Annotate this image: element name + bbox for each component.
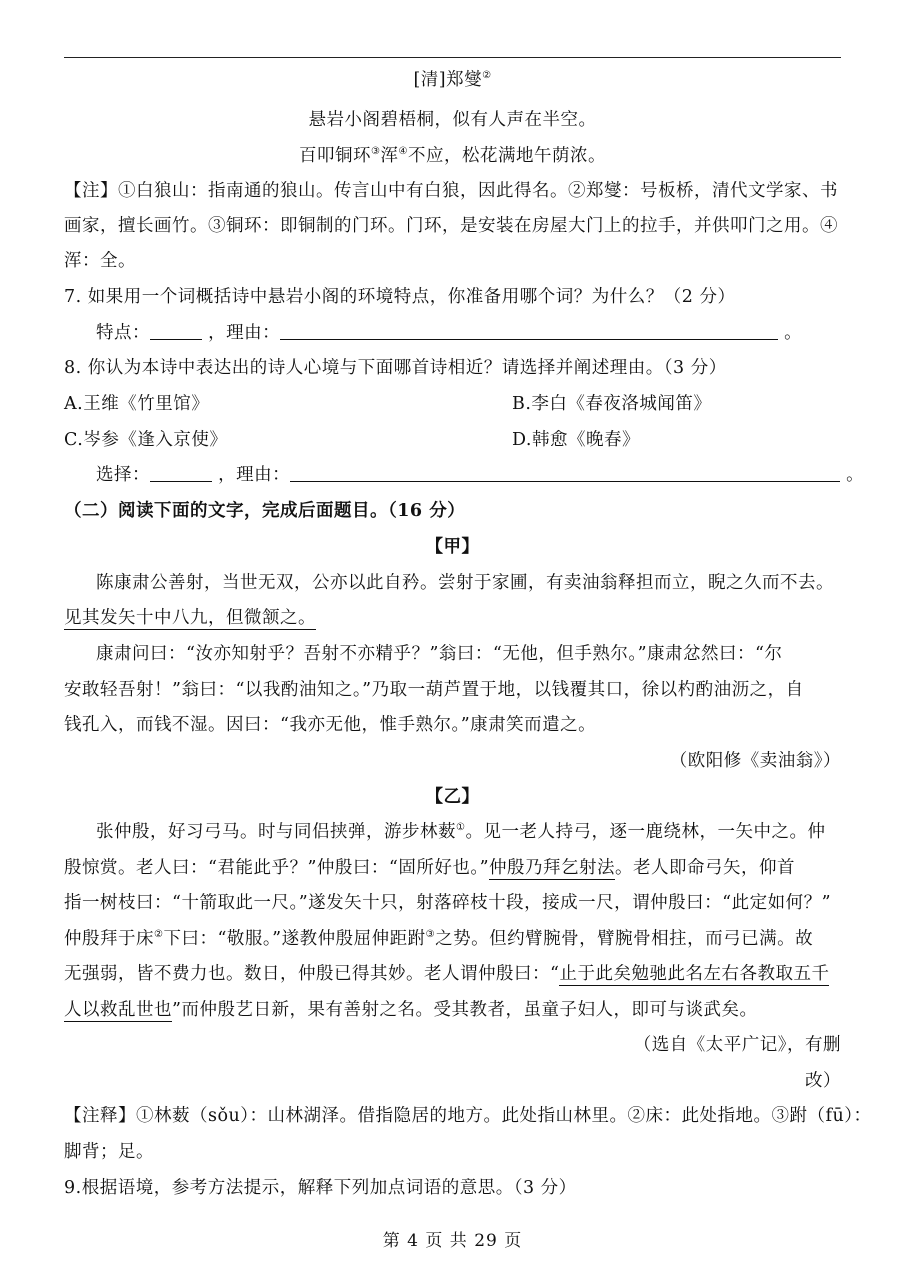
q8-options-row-2 — [64, 428, 841, 452]
section-2-heading: （二）阅读下面的文字，完成后面题目。（16 分） — [64, 501, 466, 521]
yi-line-4: 仲殷拜于床②下曰：“敬服。”遂教仲殷屈伸距跗③之势。但约臂腕骨，臂腕骨相拄，而弓已满。故 — [64, 929, 814, 949]
yi-note-line-1: 【注释】①林薮（sǒu）：山林湖泽。借指隐居的地方。此处指山林里。②床：此处指地。③跗（fū）： — [64, 1106, 872, 1126]
jia-p2-line-2: 安敢轻吾射！”翁曰：“以我酌油知之。”乃取一葫芦置于地，以钱覆其口，徐以杓酌油沥之，自 — [64, 680, 804, 700]
q8-reason-label: ，理由： — [218, 465, 291, 485]
q8-option-a[interactable]: A.王维《竹里馆》 — [64, 394, 210, 414]
q7-reason-blank[interactable] — [280, 321, 778, 340]
yi-line-6: 人以救乱世也”而仲殷艺日新，果有善射之名。受其教者，虽童子妇人，即可与谈武矣。 — [64, 1000, 758, 1020]
q8-reason-blank[interactable] — [290, 463, 840, 482]
question-8: 8. 你认为本诗中表达出的诗人心境与下面哪首诗相近？请选择并阐述理由。（3 分） — [64, 358, 727, 378]
yi-note-line-2: 脚背；足。 — [64, 1142, 154, 1162]
jia-p1-line-1: 陈康肃公善射，当世无双，公亦以此自矜。尝射于家圃，有卖油翁释担而立，睨之久而不去。 — [96, 573, 834, 593]
q8-option-d[interactable]: D.韩愈《晚春》 — [512, 430, 640, 450]
q8-option-b[interactable]: B.李白《春夜洛城闻笛》 — [512, 394, 712, 414]
jia-underlined-sentence: 见其发矢十中八九，但微颔之。 — [64, 608, 316, 628]
q8-choice-label: 选择： — [96, 465, 150, 485]
poem-note-line-3: 浑：全。 — [64, 251, 136, 271]
q8-answer-line: 选择： ，理由： 。 — [96, 465, 865, 485]
poem-note-line-1: 【注】①白狼山：指南通的狼山。传言山中有白狼，因此得名。②郑燮：号板桥，清代文学家、书 — [64, 181, 838, 201]
jia-title: 【甲】 — [425, 537, 480, 557]
poem-line-1: 悬岩小阁碧梧桐，似有人声在半空。 — [308, 110, 597, 130]
poem-author: [清]郑燮② — [413, 70, 492, 90]
q7-answer-line: 特点： ，理由： 。 — [96, 323, 803, 343]
jia-source: （欧阳修《卖油翁》） — [669, 751, 841, 771]
poem-note-line-2: 画家，擅长画竹。③铜环：即铜制的门环。门环，是安装在房屋大门上的拉手，并供叩门之用。④ — [64, 216, 838, 236]
jia-p1-line-2 — [64, 606, 841, 630]
q7-feature-blank[interactable] — [150, 321, 202, 340]
yi-title: 【乙】 — [425, 787, 480, 807]
yi-underlined-1: 仲殷乃拜乞射法 — [489, 858, 616, 878]
q7-reason-label: ，理由： — [208, 323, 281, 343]
yi-line-3: 指一树枝曰：“十箭取此一尺。”遂发矢十只，射落碎枝十段，接成一尺，谓仲殷曰：“此定如何？” — [64, 893, 832, 913]
yi-underlined-2a: 止于此矣勉驰此名左右各教取五千 — [559, 964, 830, 984]
question-7: 7. 如果用一个词概括诗中悬岩小阁的环境特点，你准备用哪个词？为什么？（2 分） — [64, 287, 736, 307]
yi-line-1: 张仲殷，好习弓马。时与同侣挟弹，游步林薮①。见一老人持弓，逐一鹿绕林，一矢中之。仲 — [96, 822, 826, 842]
yi-underlined-2b: 人以救乱世也 — [64, 1000, 172, 1020]
jia-p2-line-3: 钱孔入，而钱不湿。因曰：“我亦无他，惟手熟尔。”康肃笑而遣之。 — [64, 715, 597, 735]
yi-source-line-1: （选自《太平广记》，有删 — [633, 1035, 841, 1055]
page-number: 第 4 页 共 29 页 — [382, 1231, 523, 1251]
top-rule — [64, 57, 841, 58]
yi-source-line-2: 改） — [805, 1071, 841, 1091]
jia-p2-line-1: 康肃问曰：“汝亦知射乎？吾射不亦精乎？”翁曰：“无他，但手熟尔。”康肃忿然曰：“尔 — [96, 644, 783, 664]
q8-choice-blank[interactable] — [150, 463, 212, 482]
q7-feature-label: 特点： — [96, 323, 150, 343]
q8-options-row-1 — [64, 392, 841, 416]
question-9: 9.根据语境，参考方法提示，解释下列加点词语的意思。（3 分） — [64, 1178, 577, 1198]
poem-line-2: 百叩铜环③浑④不应，松花满地午荫浓。 — [299, 146, 606, 166]
yi-line-5: 无强弱，皆不费力也。数日，仲殷已得其妙。老人谓仲殷曰：“止于此矣勉驰此名左右各教取五千 — [64, 964, 830, 984]
yi-line-2: 殷惊赏。老人曰：“君能此乎？”仲殷曰：“固所好也。”仲殷乃拜乞射法。老人即命弓矢，仰首 — [64, 858, 796, 878]
q8-option-c[interactable]: C.岑参《逢入京使》 — [64, 430, 228, 450]
